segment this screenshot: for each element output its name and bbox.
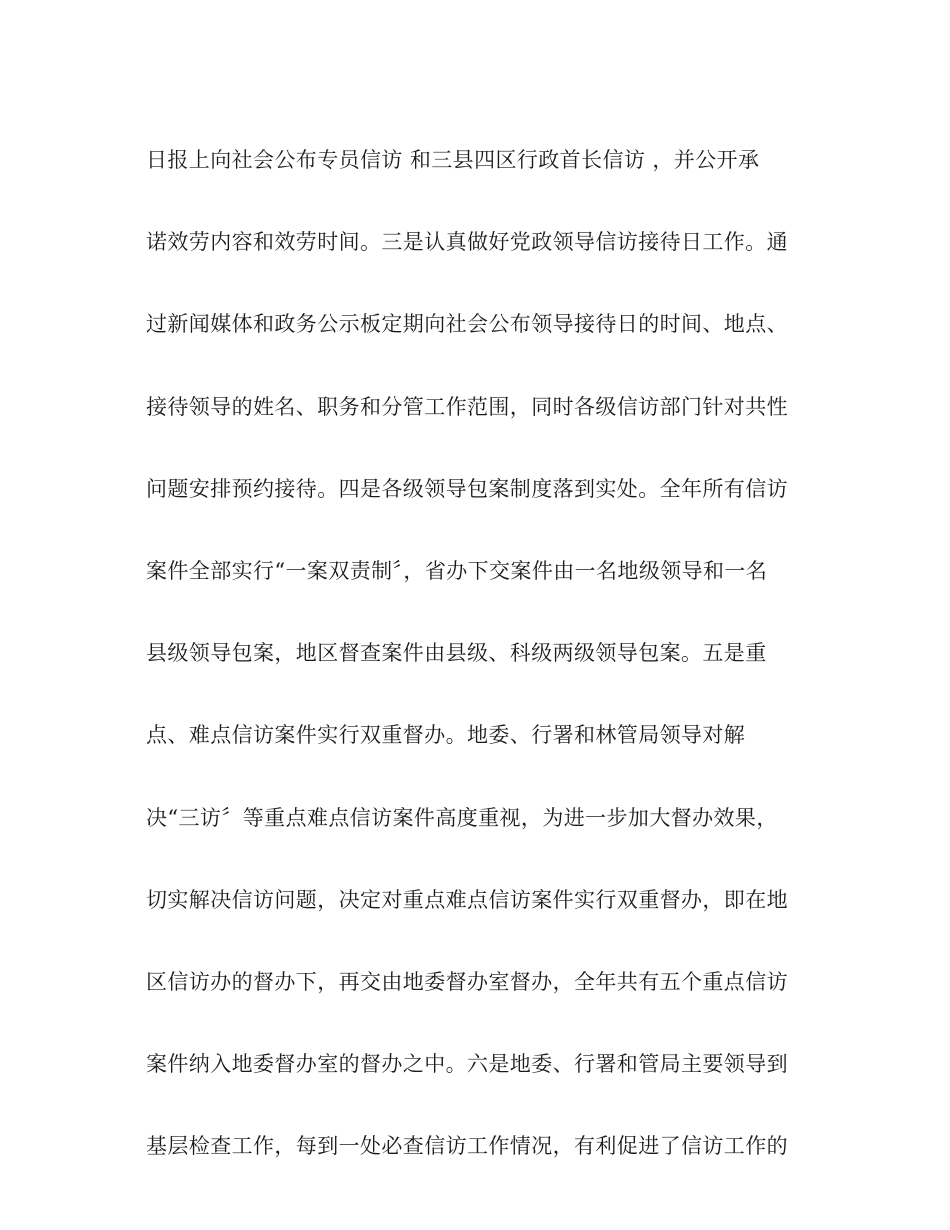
text-line: 过新闻媒体和政务公示板定期向社会公布领导接待日的时间、地点、: [146, 312, 788, 337]
text-line: 诺效劳内容和效劳时间。三是认真做好党政领导信访接待日工作。通: [146, 230, 788, 255]
text-line: 区信访办的督办下，再交由地委督办室督办，全年共有五个重点信访: [146, 969, 788, 994]
text-line: 基层检查工作，每到一处必查信访工作情况，有利促进了信访工作的: [146, 1134, 788, 1159]
text-line: 接待领导的姓名、职务和分管工作范围，同时各级信访部门针对共性: [146, 394, 788, 419]
text-line: 日报上向社会公布专员信访 和三县四区行政首长信访 ，并公开承: [146, 148, 760, 172]
text-line: 县级领导包案，地区督查案件由县级、科级两级领导包案。五是重: [146, 641, 767, 666]
text-line: 点、难点信访案件实行双重督办。地委、行署和林管局领导对解: [146, 723, 746, 748]
body-text: [146, 140, 806, 1208]
text-line: 决“三访〞等重点难点信访案件高度重视，为进一步加大督办效果，: [146, 805, 778, 830]
text-line: 问题安排预约接待。四是各级领导包案制度落到实处。全年所有信访: [146, 476, 788, 501]
text-line: 案件全部实行“一案双责制〞，省办下交案件由一名地级领导和一名: [146, 558, 768, 583]
text-line: 切实解决信访问题，决定对重点难点信访案件实行双重督办，即在地: [146, 887, 788, 912]
text-line: 案件纳入地委督办室的督办之中。六是地委、行署和管局主要领导到: [146, 1052, 788, 1077]
